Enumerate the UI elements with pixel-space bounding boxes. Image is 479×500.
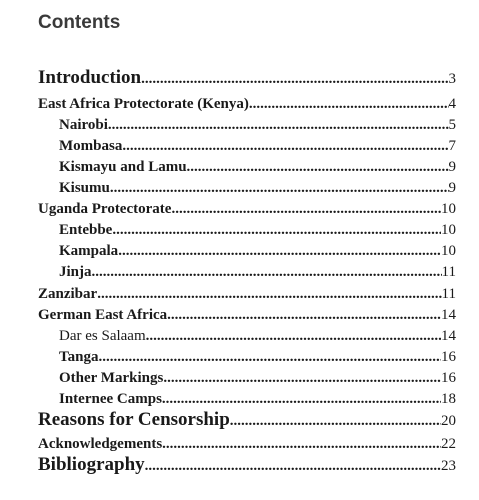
toc-page-number: 16 (441, 349, 456, 365)
toc-dot-leader (110, 178, 449, 198)
toc-page-number: 11 (441, 286, 456, 302)
toc-entry-title: Nairobi (59, 117, 108, 133)
toc-entry-tanga (59, 347, 456, 367)
toc-entry-zanzibar (38, 284, 456, 304)
toc-entry-reasons-for-censorship (38, 408, 456, 432)
toc-page-number: 10 (441, 243, 456, 259)
toc-entry-title: Internee Camps (59, 391, 162, 407)
toc-page-number: 20 (441, 413, 456, 429)
toc-page-number: 7 (448, 138, 456, 154)
toc-dot-leader (112, 220, 441, 240)
toc-page-number: 4 (448, 96, 456, 112)
toc-dot-leader (145, 454, 441, 477)
toc-page-number: 22 (441, 436, 456, 452)
toc-dot-leader (141, 67, 448, 90)
toc-page-number: 16 (441, 370, 456, 386)
toc-page-number: 5 (448, 117, 456, 133)
toc-dot-leader (162, 389, 441, 409)
toc-entry-title: Zanzibar (38, 286, 98, 302)
toc-dot-leader (162, 434, 441, 454)
toc-dot-leader (163, 368, 441, 388)
toc-dot-leader (249, 94, 449, 114)
toc-entry-title: Other Markings (59, 370, 164, 386)
toc-entry-acknowledgements (38, 434, 456, 454)
toc-page-number: 23 (441, 458, 456, 474)
toc-entry-title: Introduction (38, 67, 142, 88)
toc-entry-mombasa (59, 136, 456, 156)
toc-dot-leader (146, 326, 441, 346)
toc-entry-title: German East Africa (38, 307, 168, 323)
toc-dot-leader (98, 347, 441, 367)
toc-entry-nairobi (59, 115, 456, 135)
toc-dot-leader (122, 136, 448, 156)
toc-page-number: 9 (448, 180, 456, 196)
toc-entry-internee-camps (59, 389, 456, 409)
toc-dot-leader (118, 241, 441, 261)
toc-entry-kampala (59, 241, 456, 261)
toc-page-number: 14 (441, 307, 456, 323)
toc-entry-jinja (59, 262, 456, 282)
toc-entry-title: Kisumu (59, 180, 110, 196)
toc-entry-title: East Africa Protectorate (Kenya) (38, 96, 249, 112)
page-title: Contents (38, 12, 121, 33)
toc-entry-title: Tanga (59, 349, 99, 365)
toc-entry-title: Reasons for Censorship (38, 409, 230, 430)
toc-entry-uganda-protectorate (38, 199, 456, 219)
toc-entry-title: Bibliography (38, 454, 145, 475)
toc-entry-east-africa-protectorate (38, 94, 456, 114)
toc-entry-kismayu-and-lamu (59, 157, 456, 177)
toc-entry-title: Uganda Protectorate (38, 201, 172, 217)
toc-page-number: 10 (441, 201, 456, 217)
toc-entry-title: Acknowledgements (38, 436, 163, 452)
toc-entry-title: Dar es Salaam (59, 328, 146, 344)
toc-page-number: 11 (441, 264, 456, 280)
toc-entry-entebbe (59, 220, 456, 240)
toc-dot-leader (171, 199, 441, 219)
toc-entry-kisumu (59, 178, 456, 198)
toc-dot-leader (97, 284, 441, 304)
toc-dot-leader (187, 157, 449, 177)
toc-entry-other-markings (59, 368, 456, 388)
toc-page-number: 3 (448, 71, 456, 87)
toc-dot-leader (108, 115, 449, 135)
toc-entry-german-east-africa (38, 305, 456, 325)
toc-page-number: 9 (448, 159, 456, 175)
toc-entry-bibliography (38, 453, 456, 477)
toc-page-number: 18 (441, 391, 456, 407)
toc-entry-title: Kismayu and Lamu (59, 159, 187, 175)
toc-page-number: 10 (441, 222, 456, 238)
toc-dot-leader (92, 262, 442, 282)
toc-page-number: 14 (441, 328, 456, 344)
toc-entry-title: Kampala (59, 243, 119, 259)
toc-dot-leader (167, 305, 441, 325)
toc-entry-title: Mombasa (59, 138, 123, 154)
toc-dot-leader (230, 409, 441, 432)
toc-entry-dar-es-salaam (59, 326, 456, 346)
toc-entry-title: Entebbe (59, 222, 113, 238)
toc-entry-introduction (38, 66, 456, 90)
toc-entry-title: Jinja (59, 264, 92, 280)
